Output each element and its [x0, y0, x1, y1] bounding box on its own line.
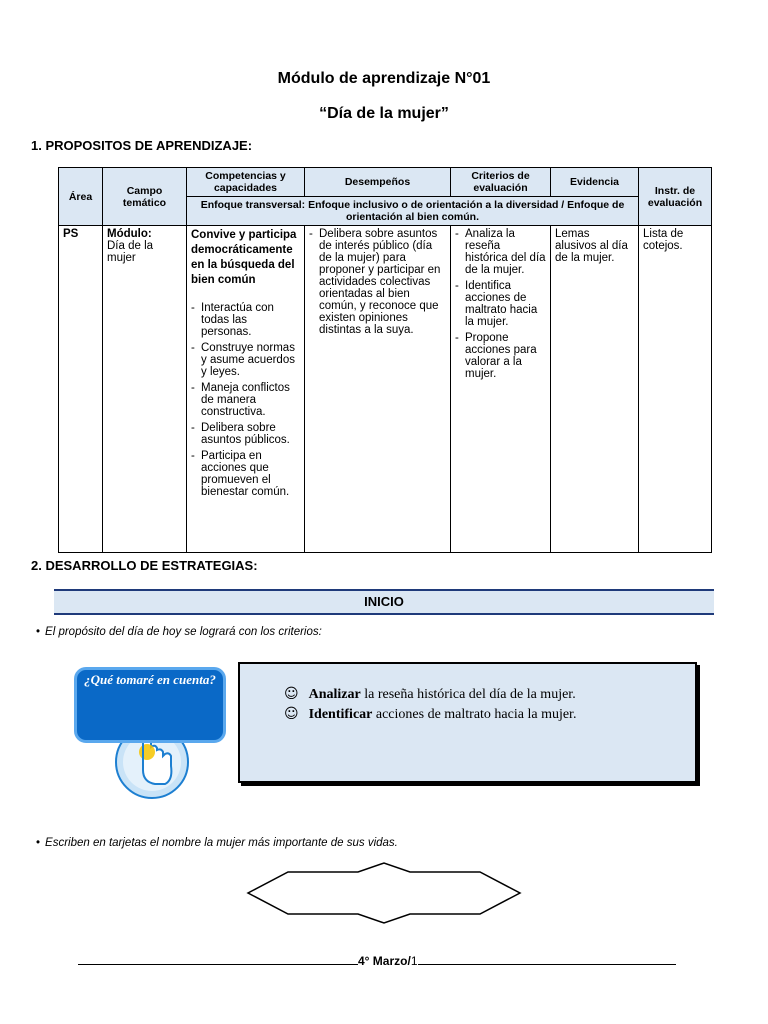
cell-desempenos — [305, 226, 451, 553]
badge-label: ¿Qué tomaré en cuenta? — [84, 672, 216, 687]
header-instr: Instr. de evaluación — [639, 168, 712, 226]
cell-instr: Lista de cotejos. — [639, 226, 712, 553]
left-underline — [78, 954, 358, 965]
cell-modulo — [103, 226, 187, 553]
list-item: - Participa en acciones que promueven el bienestar común. — [191, 450, 300, 498]
footer-grade: 4° Marzo/ — [358, 954, 411, 968]
list-item: - Interactúa con todas las personas. — [191, 302, 300, 338]
criterion-line — [284, 706, 577, 723]
list-item: - Propone acciones para valorar a la mujer. — [455, 332, 546, 380]
list-item: - Construye normas y asume acuerdos y leyes. — [191, 342, 300, 378]
header-desempenos: Desempeños — [305, 168, 451, 197]
inicio-banner: INICIO — [54, 589, 714, 615]
header-evidencia: Evidencia — [551, 168, 639, 197]
section-1-heading: 1. PROPOSITOS DE APRENDIZAJE: — [31, 138, 253, 153]
list-item: - Maneja conflictos de manera constructiva. — [191, 382, 300, 418]
modulo-label: Módulo: — [107, 228, 152, 240]
desempeno-text: - Delibera sobre asuntos de interés público (día de la mujer) para proponer y participar en actividades colectivas orientadas al bien común, y reconoce que existen opiniones distintas a la suya. — [309, 228, 446, 336]
bullet-cards: • Escriben en tarjetas el nombre la mujer más importante de sus vidas. — [36, 837, 398, 849]
header-area: Área — [59, 168, 103, 226]
header-campo: Campo temático — [103, 168, 187, 226]
criteria-box — [238, 662, 697, 783]
footer-signature-line — [78, 954, 676, 968]
list-item: - Analiza la reseña histórica del día de la mujer. — [455, 228, 546, 276]
modulo-text: Día de la mujer — [107, 240, 154, 264]
name-card-shape — [244, 862, 524, 924]
criterion-bold: Analizar — [308, 687, 361, 702]
document-subtitle: “Día de la mujer” — [319, 105, 449, 122]
document-title: Módulo de aprendizaje N°01 — [277, 70, 491, 87]
criterion-bold: Identificar — [308, 707, 373, 722]
bullet-purpose: • El propósito del día de hoy se logrará con los criterios: — [36, 626, 322, 638]
list-item: - Delibera sobre asuntos públicos. — [191, 422, 300, 446]
cell-criterios — [451, 226, 551, 553]
footer-page: 1 — [410, 954, 418, 968]
cell-area: PS — [59, 226, 103, 553]
smiley-icon: ☺ — [284, 706, 299, 722]
criterion-text: acciones de maltrato hacia la mujer. — [372, 707, 577, 722]
what-to-consider-badge — [74, 667, 226, 743]
header-competencias: Competencias y capacidades — [187, 168, 305, 197]
header-enfoque: Enfoque transversal: Enfoque inclusivo o de orientación a la diversidad / Enfoque de orientación al bien común. — [187, 197, 639, 226]
list-item: - Identifica acciones de maltrato hacia la mujer. — [455, 280, 546, 328]
right-underline — [418, 954, 676, 965]
table-row — [59, 226, 712, 553]
criterion-text: la reseña histórica del día de la mujer. — [360, 687, 576, 702]
capacidades-list — [191, 302, 300, 498]
cell-evidencia: Lemas alusivos al día de la mujer. — [551, 226, 639, 553]
criterion-line — [284, 686, 576, 703]
smiley-icon: ☺ — [284, 686, 299, 702]
competencia-title: Convive y participa democráticamente en la búsqueda del bien común — [191, 229, 297, 286]
section-2-heading: 2. DESARROLLO DE ESTRATEGIAS: — [31, 558, 258, 573]
header-criterios: Criterios de evaluación — [451, 168, 551, 197]
learning-purposes-table — [58, 167, 712, 553]
cell-competencias — [187, 226, 305, 553]
criterios-list — [455, 228, 546, 380]
